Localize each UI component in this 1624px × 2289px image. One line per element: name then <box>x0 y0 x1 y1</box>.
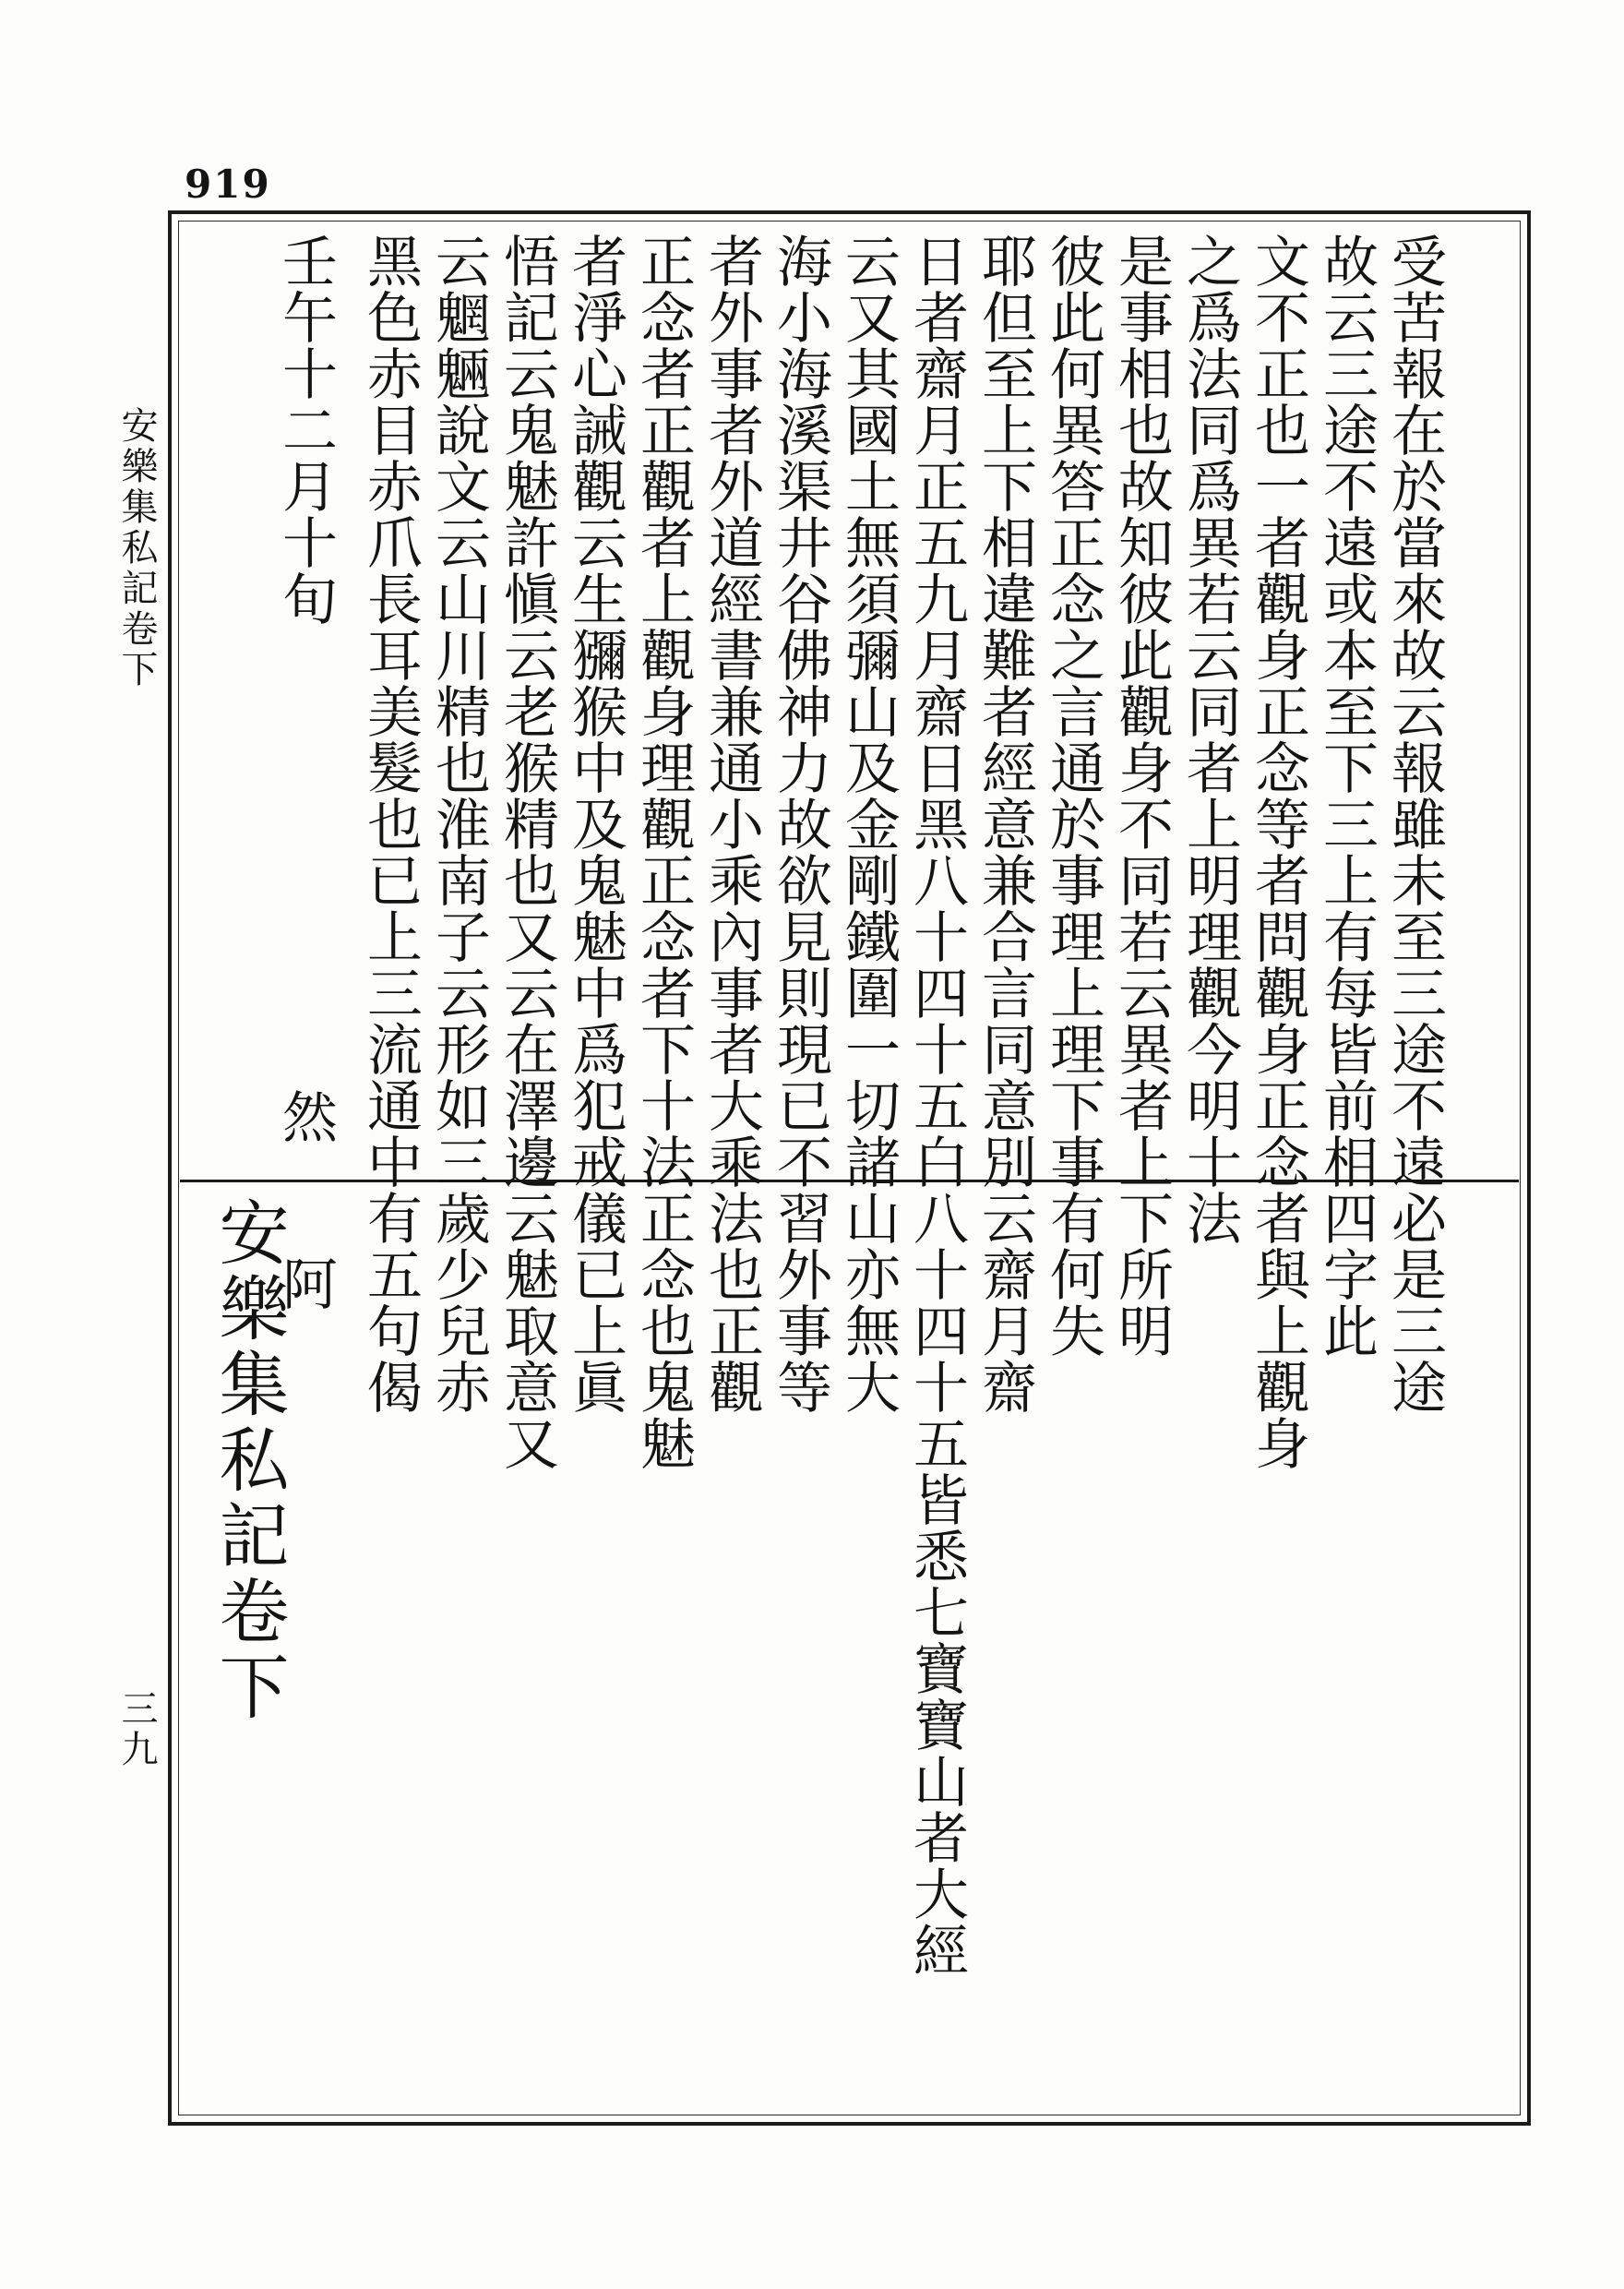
text-line-5: 是事相也故知彼此觀身不同若云異者上下所明 <box>1109 233 1174 1359</box>
side-running-title: 安樂集私記卷下 <box>115 406 158 690</box>
text-line-10: 海小海溪渠井谷佛神力故欲見則現已不習外事等 <box>768 233 832 1415</box>
colophon-date: 壬午十二月十旬 <box>273 233 338 627</box>
text-line-16: 黑色赤目赤爪長耳美髮也已上三流通中有五句偈 <box>358 233 423 1415</box>
text-line-8: 日者齋月正五九月齋日黑八十四十五白八十四十五皆悉七寶寶山者大經 <box>904 233 969 1978</box>
text-line-3: 文不正也一者觀身正念等者問觀身正念者與上觀身 <box>1246 233 1310 1471</box>
text-line-12: 正念者正觀者上觀身理觀正念者下十法正念也鬼魅 <box>631 233 696 1471</box>
side-folio-number: 三九 <box>115 1689 158 1770</box>
colophon-line <box>271 233 340 1312</box>
text-line-14: 悟記云鬼魅許愼云老猴精也又云在澤邊云魅取意又 <box>495 233 559 1471</box>
signature-char-2: 阿 <box>273 1255 338 1312</box>
text-line-11: 者外事者外道經書兼通小乘內事者大乘法也正觀 <box>699 233 764 1415</box>
text-line-15: 云魍魎說文云山川精也淮南子云形如三歲少兒赤 <box>426 233 491 1415</box>
text-line-9: 云又其國土無須彌山及金剛鐵圍一切諸山亦無大 <box>836 233 901 1415</box>
text-line-1: 受苦報在於當來故云報雖未至三途不遠必是三途 <box>1382 233 1447 1415</box>
page-number: 919 <box>185 162 271 207</box>
text-line-13: 者淨心誡觀云生獼猴中及鬼魅中爲犯戒儀已上眞 <box>563 233 627 1415</box>
signature-char-1: 然 <box>273 1088 338 1144</box>
lower-volume-title: 安樂集私記卷下 <box>208 1196 290 1726</box>
text-line-7: 耶但至上下相違難者經意兼合言同意別云齋月齋 <box>973 233 1037 1415</box>
text-line-4: 之爲法同爲異若云同者上明理觀今明十法 <box>1177 233 1242 1246</box>
text-line-2: 故云三途不遠或本至下三上有每皆前相四字此 <box>1314 233 1379 1359</box>
text-line-6: 彼此何異答正念之言通於事理上理下事有何失 <box>1041 233 1105 1359</box>
